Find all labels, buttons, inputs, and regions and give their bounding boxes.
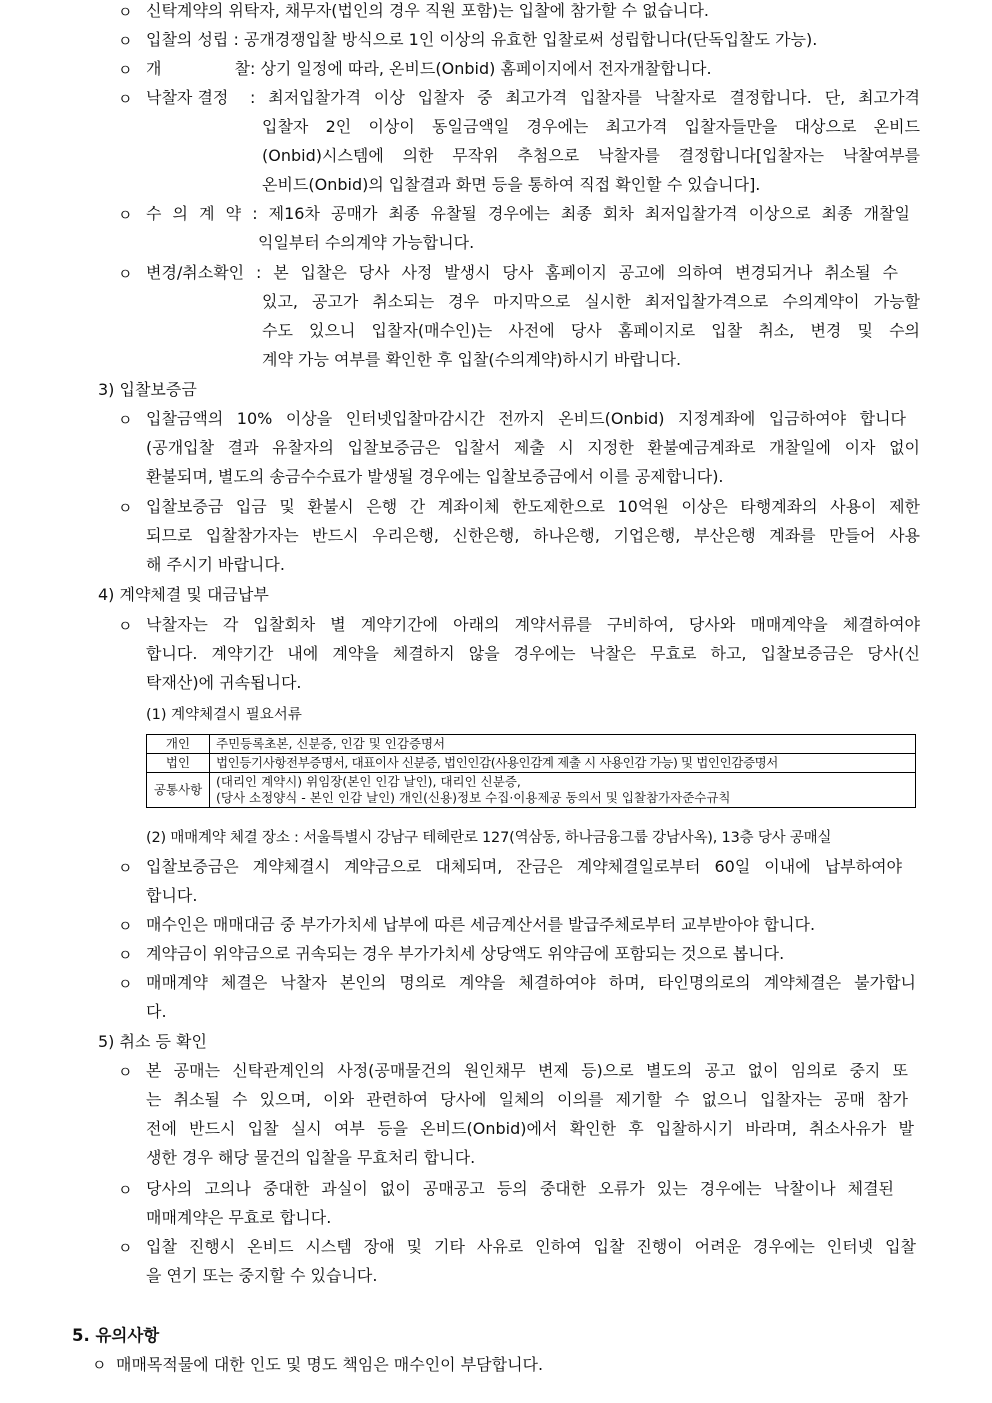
- bullet-icon: ㅇ: [118, 411, 133, 429]
- table-cell-key: 개인: [147, 735, 210, 754]
- private-contract-text-2: 익일부터 수의계약 가능합니다.: [258, 233, 475, 252]
- bid-formation-line: 입찰의 성립 : 공개경쟁입찰 방식으로 1인 이상의 유효한 입찰로써 성립합니다(단독입찰도 가능).: [146, 30, 818, 49]
- bullet-icon: ㅇ: [118, 206, 133, 224]
- table-cell-value: [210, 773, 916, 808]
- table-cell-line: (당사 소정양식 - 본인 인감 날인) 개인(신용)정보 수집·이용제공 동의서 및 입찰참가자준수규칙: [216, 790, 731, 805]
- notes-section-title: 5. 유의사항: [72, 1326, 160, 1345]
- contract-place-text: (2) 매매계약 체결 장소 : 서울특별시 강남구 테헤란로 127(역삼동, 하나금융그룹 강남사옥), 13층 당사 공매실: [146, 830, 832, 846]
- error-invalid-text-1: 당사의 고의나 중대한 과실이 없이 공매공고 등의 중대한 오류가 있는 경우에는 낙찰이나 체결된: [146, 1179, 894, 1198]
- section-contract-heading: 4) 계약체결 및 대금납부: [98, 585, 269, 604]
- contract-text-2: 합니다. 계약기간 내에 계약을 체결하지 않을 경우에는 낙찰은 무효로 하고, 입찰보증금은 당사(신: [146, 644, 920, 663]
- table-row: [147, 754, 916, 773]
- section-cancel-heading: 5) 취소 등 확인: [98, 1032, 207, 1051]
- bid-eligibility-line: 신탁계약의 위탁자, 채무자(법인의 경우 직원 포함)는 입찰에 참가할 수 없습니다.: [146, 1, 710, 20]
- cancel-text-4: 생한 경우 해당 물건의 입찰을 무효처리 합니다.: [146, 1148, 476, 1167]
- winner-text-2: 입찰자 2인 이상이 동일금액일 경우에는 최고가격 입찰자들만을 대상으로 온비드: [262, 117, 920, 136]
- table-cell-value: 법인등기사항전부증명서, 대표이사 신분증, 법인인감(사용인감계 제출 시 사용인감 가능) 및 법인인감증명서: [210, 754, 916, 773]
- tax-invoice-text: 매수인은 매매대금 중 부가가치세 납부에 따른 세금계산서를 발급주체로부터 교부받아야 합니다.: [146, 915, 816, 934]
- cancel-text-2: 는 취소될 수 있으며, 이와 관련하여 당사에 일체의 이의를 제기할 수 없으니 입찰자는 공매 참가: [146, 1090, 908, 1109]
- contract-text-1: 낙찰자는 각 입찰회차 별 계약기간에 아래의 계약서류를 구비하여, 당사와 매매계약을 체결하여야: [146, 615, 920, 634]
- balance-text-1: 입찰보증금은 계약체결시 계약금으로 대체되며, 잔금은 계약체결일로부터 60일 이내에 납부하여야: [146, 857, 902, 876]
- table-cell-value: 주민등록초본, 신분증, 인감 및 인감증명서: [210, 735, 916, 754]
- deposit-text-3: 환불되며, 별도의 송금수수료가 발생될 경우에는 입찰보증금에서 이를 공제합니다).: [146, 467, 724, 486]
- winner-text-3: (Onbid)시스템에 의한 무작위 추첨으로 낙찰자를 결정합니다[입찰자는 낙찰여부를: [262, 146, 920, 165]
- cancel-text-1: 본 공매는 신탁관계인의 사정(공매물건의 원인채무 변제 등)으로 별도의 공고 없이 임의로 중지 또: [146, 1061, 908, 1080]
- required-documents-table: [146, 734, 916, 808]
- system-failure-text-2: 을 연기 또는 중지할 수 있습니다.: [146, 1266, 378, 1285]
- change-cancel-text-4: 계약 가능 여부를 확인한 후 입찰(수의계약)하시기 바랍니다.: [262, 350, 682, 369]
- winner-label: 낙찰자 결정: [146, 88, 229, 107]
- cancel-text-3: 전에 반드시 입찰 실시 여부 등을 온비드(Onbid)에서 확인한 후 입찰하시기 바라며, 취소사유가 발: [146, 1119, 914, 1138]
- bullet-icon: ㅇ: [118, 1239, 133, 1257]
- change-cancel-text-1: 변경/취소확인 : 본 입찰은 당사 사정 발생시 당사 홈페이지 공고에 의하여 변경되거나 취소될 수: [146, 263, 898, 282]
- balance-text-2: 합니다.: [146, 886, 198, 905]
- deposit-text-1: 입찰금액의 10% 이상을 인터넷입찰마감시간 전까지 온비드(Onbid) 지정계좌에 입금하여야 합니다: [146, 409, 906, 428]
- required-docs-label: (1) 계약체결시 필요서류: [146, 707, 302, 723]
- bullet-icon: ㅇ: [118, 975, 133, 993]
- opening-text: : 상기 일정에 따라, 온비드(Onbid) 홈페이지에서 전자개찰합니다.: [250, 59, 712, 78]
- bullet-icon: ㅇ: [118, 3, 133, 21]
- bullet-icon: ㅇ: [118, 917, 133, 935]
- table-cell-line: (대리인 계약시) 위임장(본인 인감 날인), 대리인 신분증,: [216, 774, 521, 789]
- bullet-icon: ㅇ: [118, 1181, 133, 1199]
- table-row: [147, 735, 916, 754]
- contract-name-text-2: 다.: [146, 1002, 167, 1021]
- private-contract-text-1: 수 의 계 약 : 제16차 공매가 최종 유찰될 경우에는 최종 회차 최저입찰가격 이상으로 최종 개찰일: [146, 204, 910, 223]
- winner-text-1: : 최저입찰가격 이상 입찰자 중 최고가격 입찰자를 낙찰자로 결정합니다. 단, 최고가격: [250, 88, 920, 107]
- winner-text-4: 온비드(Onbid)의 입찰결과 화면 등을 통하여 직접 확인할 수 있습니다].: [262, 175, 761, 194]
- section-deposit-heading: 3) 입찰보증금: [98, 380, 197, 399]
- opening-label: 개 찰: [146, 59, 250, 78]
- change-cancel-text-3: 수도 있으니 입찰자(매수인)는 사전에 당사 홈페이지로 입찰 취소, 변경 및 수의: [262, 321, 920, 340]
- system-failure-text-1: 입찰 진행시 온비드 시스템 장애 및 기타 사유로 인하여 입찰 진행이 어려운 경우에는 인터넷 입찰: [146, 1237, 916, 1256]
- bullet-icon: ㅇ: [118, 61, 133, 79]
- contract-text-3: 탁재산)에 귀속됩니다.: [146, 673, 302, 692]
- bullet-icon: ㅇ: [118, 265, 133, 283]
- deposit-transfer-text-3: 해 주시기 바랍니다.: [146, 555, 285, 574]
- deposit-transfer-text-1: 입찰보증금 입금 및 환불시 은행 간 계좌이체 한도제한으로 10억원 이상은 타행계좌의 사용이 제한: [146, 497, 920, 516]
- table-cell-key: 공통사항: [147, 773, 210, 808]
- table-row: [147, 773, 916, 808]
- bullet-icon: ㅇ: [118, 499, 133, 517]
- table-cell-key: 법인: [147, 754, 210, 773]
- change-cancel-text-2: 있고, 공고가 취소되는 경우 마지막으로 실시한 최저입찰가격으로 수의계약이 가능할: [262, 292, 920, 311]
- bullet-icon: ㅇ: [118, 32, 133, 50]
- bullet-icon: ㅇ: [118, 617, 133, 635]
- contract-name-text-1: 매매계약 체결은 낙찰자 본인의 명의로 계약을 체결하여야 하며, 타인명의로의 계약체결은 불가합니: [146, 973, 916, 992]
- deposit-text-2: (공개입찰 결과 유찰자의 입찰보증금은 입찰서 제출 시 지정한 환불예금계좌로 개찰일에 이자 없이: [146, 438, 920, 457]
- bullet-icon: ㅇ: [92, 1356, 107, 1374]
- penalty-vat-text: 계약금이 위약금으로 귀속되는 경우 부가가치세 상당액도 위약금에 포함되는 것으로 봅니다.: [146, 944, 785, 963]
- bullet-icon: ㅇ: [118, 859, 133, 877]
- bullet-icon: ㅇ: [118, 90, 133, 108]
- notes-delivery-text: 매매목적물에 대한 인도 및 명도 책임은 매수인이 부담합니다.: [116, 1355, 544, 1374]
- bullet-icon: ㅇ: [118, 1063, 133, 1081]
- bullet-icon: ㅇ: [118, 946, 133, 964]
- error-invalid-text-2: 매매계약은 무효로 합니다.: [146, 1208, 332, 1227]
- deposit-transfer-text-2: 되므로 입찰참가자는 반드시 우리은행, 신한은행, 하나은행, 기업은행, 부산은행 계좌를 만들어 사용: [146, 526, 920, 545]
